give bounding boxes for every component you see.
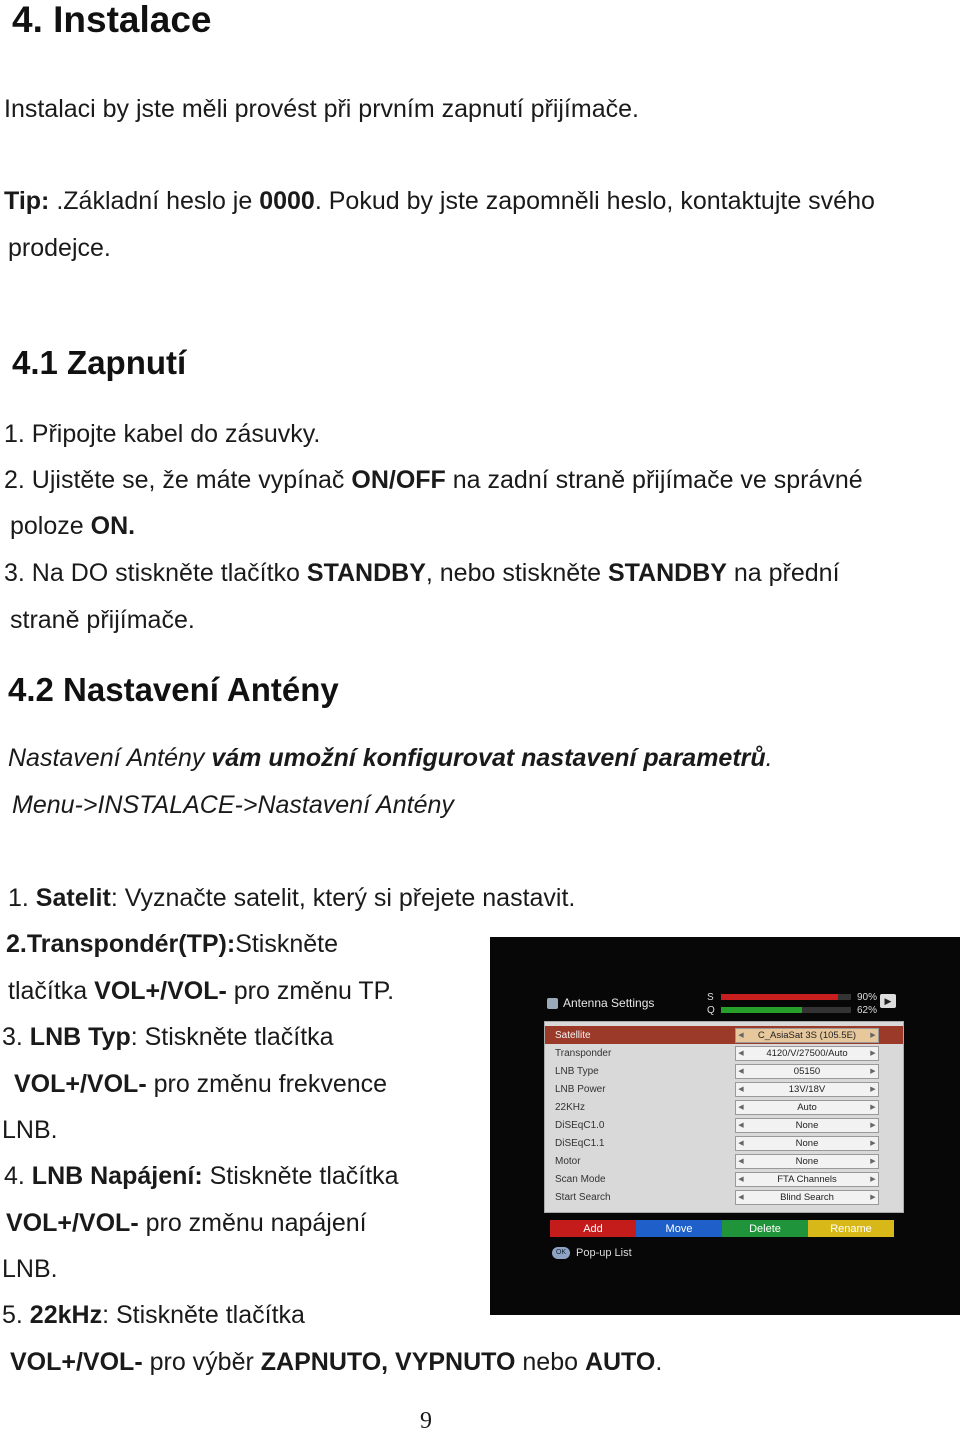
setting-value[interactable] [735,1118,879,1133]
setting-row[interactable] [545,1026,903,1044]
antenna-item-3-cont2: LNB. [2,1116,58,1144]
item5-text: : Stiskněte tlačítka [102,1301,305,1329]
power-step-2 [4,465,863,495]
antenna-item-2 [6,929,338,959]
item4-num: 4. [4,1162,32,1190]
antenna-item-3-cont [14,1069,387,1099]
setting-label: Scan Mode [555,1173,606,1185]
setting-row[interactable] [545,1134,903,1152]
left-arrow-icon[interactable]: ◀ [738,1139,744,1147]
left-arrow-icon[interactable]: ◀ [738,1121,744,1129]
item2-text: Stiskněte [235,930,339,958]
setting-row[interactable] [545,1152,903,1170]
signal-percent: 90% [857,991,878,1003]
right-arrow-icon[interactable]: ▶ [870,1049,876,1057]
setting-label: 22KHz [555,1101,586,1113]
setting-value-text: 05150 [793,1065,821,1077]
item4-text: Stiskněte tlačítka [202,1162,399,1190]
delete-button[interactable]: Delete [722,1220,808,1237]
step3-standby-2: STANDBY [607,559,727,587]
item5-l2c: pro výběr [142,1348,261,1376]
step2-onoff: ON/OFF [351,466,446,494]
item2-vol: VOL+/VOL- [94,977,227,1005]
setting-label: Start Search [555,1191,611,1203]
left-arrow-icon[interactable]: ◀ [738,1067,744,1075]
power-step-3-cont: straně přijímače. [10,606,195,634]
left-arrow-icon[interactable]: ◀ [738,1157,744,1165]
antenna-item-1 [8,883,575,913]
page-heading: 4. Instalace [12,0,212,40]
setting-value-text: 4120/V/27500/Auto [766,1047,848,1059]
signal-fill [721,1007,802,1013]
item3-text: : Stiskněte tlačítka [130,1023,334,1051]
setting-value-text: None [795,1119,819,1131]
antenna-item-4-cont2: LNB. [2,1255,58,1283]
right-arrow-icon[interactable]: ▶ [870,1085,876,1093]
item5-auto: AUTO [584,1348,656,1376]
section-heading-antenna: 4.2 Nastavení Antény [8,671,339,708]
step3-text-a: 3. Na DO stiskněte tlačítko [4,559,307,587]
move-button[interactable]: Move [636,1220,722,1237]
add-button[interactable]: Add [550,1220,636,1237]
setting-value-text: Auto [797,1101,817,1113]
left-arrow-icon[interactable]: ◀ [738,1175,744,1183]
antenna-item-5-cont [10,1347,662,1377]
right-arrow-icon[interactable]: ▶ [870,1031,876,1039]
item1-text: : Vyznačte satelit, který si přejete nastavit. [110,884,576,912]
item5-vol: VOL+/VOL- [10,1348,143,1376]
setting-value[interactable] [735,1100,879,1115]
right-arrow-icon[interactable]: ▶ [870,1139,876,1147]
step2-text-a: 2. Ujistěte se, že máte vypínač [4,466,352,494]
item3-num: 3. [2,1023,30,1051]
antenna-item-2-cont [8,976,394,1006]
signal-percent: 62% [857,1004,878,1016]
left-arrow-icon[interactable]: ◀ [738,1049,744,1057]
setting-label: LNB Type [555,1065,599,1077]
power-step-2-cont [10,511,135,541]
tip-text2: . Pokud by jste zapomněli heslo, kontaktujte svého [314,187,875,215]
right-arrow-icon[interactable]: ▶ [870,1157,876,1165]
menu-path: Menu->INSTALACE->Nastavení Antény [12,791,454,819]
left-arrow-icon[interactable]: ◀ [738,1103,744,1111]
antenna-settings-screenshot [490,937,960,1315]
item2-label: 2.Transpondér(TP): [6,930,236,958]
signal-track [721,1007,851,1013]
item2-l2c: pro změnu TP. [226,977,395,1005]
settings-panel [544,1021,904,1213]
tip-line2: prodejce. [8,234,111,262]
setting-row[interactable] [545,1098,903,1116]
antenna-item-5 [2,1300,305,1330]
item1-label: Satelit [35,884,111,912]
tv-title-text: Antenna Settings [563,996,655,1010]
setting-row[interactable] [545,1062,903,1080]
step2-text-d: poloze [10,512,91,540]
antenna-description [8,743,773,773]
item3-l2c: pro změnu frekvence [146,1070,388,1098]
setting-label: LNB Power [555,1083,606,1095]
antenna-item-4-cont [6,1208,367,1238]
setting-row[interactable] [545,1188,903,1206]
ok-icon: OK [552,1247,570,1259]
left-arrow-icon[interactable]: ◀ [738,1085,744,1093]
setting-value[interactable] [735,1046,879,1061]
setting-value[interactable] [735,1082,879,1097]
tip-line [4,186,875,216]
signal-label: S [707,991,714,1003]
page-number: 9 [420,1408,432,1434]
item4-vol: VOL+/VOL- [6,1209,139,1237]
item3-label: LNB Typ [29,1023,131,1051]
setting-value-text: C_AsiaSat 3S (105.5E) [757,1029,857,1041]
right-arrow-icon[interactable]: ▶ [870,1193,876,1201]
setting-value[interactable] [735,1172,879,1187]
setting-label: DiSEqC1.1 [555,1137,605,1149]
signal-meter-s [707,992,887,1002]
item5-l2g: . [655,1348,663,1376]
ok-label: Pop-up List [576,1247,632,1259]
setting-row[interactable] [545,1170,903,1188]
left-arrow-icon[interactable]: ◀ [738,1193,744,1201]
setting-value[interactable] [735,1154,879,1169]
setting-label: DiSEqC1.0 [555,1119,605,1131]
setting-label: Satellite [555,1029,591,1041]
signal-track [721,994,851,1000]
setting-value-text: 13V/18V [788,1083,826,1095]
item5-options: ZAPNUTO, VYPNUTO [260,1348,516,1376]
ok-hint [552,1247,632,1259]
item5-l2e: nebo [515,1348,585,1376]
setting-label: Transponder [555,1047,612,1059]
step2-text-c: na zadní straně přijímače ve správné [445,466,863,494]
left-arrow-icon[interactable]: ◀ [738,1031,744,1039]
setting-row[interactable] [545,1080,903,1098]
item4-label: LNB Napájení: [31,1162,203,1190]
item5-label: 22kHz [29,1301,103,1329]
item1-num: 1. [8,884,36,912]
step3-text-e: na přední [726,559,840,587]
setting-value[interactable] [735,1064,879,1079]
setting-label: Motor [555,1155,581,1167]
signal-fill [721,994,838,1000]
right-arrow-icon[interactable]: ▶ [870,1103,876,1111]
desc-text-b: vám umožní konfigurovat nastavení parametrů [211,744,766,772]
setting-value-text: FTA Channels [777,1173,837,1185]
tip-label: Tip: [4,187,50,215]
antenna-item-4 [4,1161,399,1191]
item3-vol: VOL+/VOL- [14,1070,147,1098]
tv-title [547,992,654,1014]
setting-row[interactable] [545,1116,903,1134]
item4-l2c: pro změnu napájení [138,1209,367,1237]
setting-value[interactable] [735,1136,879,1151]
step3-text-c: , nebo stiskněte [425,559,608,587]
step3-standby-1: STANDBY [306,559,426,587]
power-step-1: 1. Připojte kabel do zásuvky. [4,420,321,448]
step2-on: ON. [90,512,136,540]
satellite-icon [547,998,558,1009]
setting-row[interactable] [545,1044,903,1062]
intro-text: Instalaci by jste měli provést při prvním zapnutí přijímače. [4,95,639,123]
antenna-item-3 [2,1022,334,1052]
play-arrow-icon: ▶ [880,994,896,1008]
setting-value[interactable] [735,1028,879,1043]
setting-value-text: Blind Search [780,1191,834,1203]
item2-l2a: tlačítka [8,977,95,1005]
desc-text-a: Nastavení Antény [8,744,212,772]
tip-password: 0000 [259,187,315,215]
section-heading-power: 4.1 Zapnutí [12,344,187,381]
signal-label: Q [707,1004,715,1016]
right-arrow-icon[interactable]: ▶ [870,1067,876,1075]
right-arrow-icon[interactable]: ▶ [870,1175,876,1183]
item5-num: 5. [2,1301,30,1329]
setting-value-text: None [795,1155,819,1167]
rename-button[interactable]: Rename [808,1220,894,1237]
setting-value-text: None [795,1137,819,1149]
right-arrow-icon[interactable]: ▶ [870,1121,876,1129]
power-step-3 [4,558,840,588]
setting-value[interactable] [735,1190,879,1205]
tip-text1: .Základní heslo je [49,187,260,215]
desc-text-c: . [765,744,773,772]
signal-meter-q [707,1005,887,1015]
